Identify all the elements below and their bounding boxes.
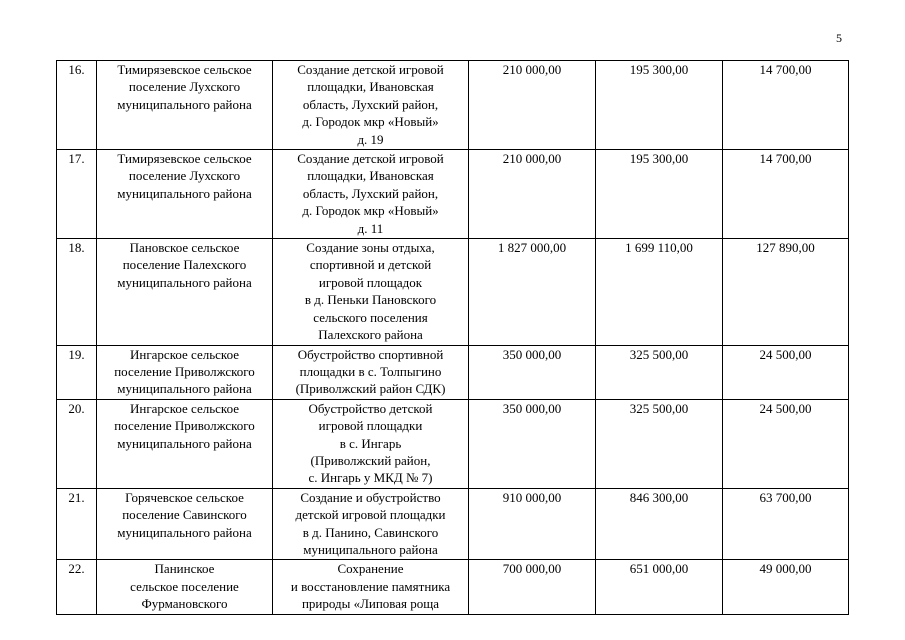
project-line: Обустройство детской — [308, 400, 433, 416]
recipient-line: муниципального района — [117, 524, 252, 540]
regional-amount-cell: 195 300,00 — [596, 150, 723, 239]
recipient-line: поселение Палехского — [122, 257, 247, 273]
row-number-cell: 18. — [57, 239, 97, 345]
recipient-line: поселение Лухского — [128, 79, 241, 95]
project-line: площадки, Ивановская — [307, 79, 434, 95]
table-row — [57, 61, 849, 150]
local-amount-cell: 63 700,00 — [723, 488, 849, 560]
recipient-cell — [97, 61, 273, 150]
recipient-line: муниципального района — [117, 274, 252, 290]
project-line: спортивной и детской — [309, 257, 432, 273]
total-amount-cell: 910 000,00 — [469, 488, 596, 560]
total-amount-cell: 350 000,00 — [469, 345, 596, 399]
page-number: 5 — [836, 31, 842, 45]
total-amount-cell: 210 000,00 — [469, 61, 596, 150]
regional-amount-cell: 195 300,00 — [596, 61, 723, 150]
total-amount-cell: 1 827 000,00 — [469, 239, 596, 345]
project-line: область, Лухский район, — [302, 96, 439, 112]
table-body — [57, 61, 849, 615]
table-row — [57, 345, 849, 399]
project-line: природы «Липовая роща — [301, 596, 440, 612]
row-number-cell: 17. — [57, 150, 97, 239]
total-amount-cell: 700 000,00 — [469, 560, 596, 614]
regional-amount-cell: 325 500,00 — [596, 399, 723, 488]
project-line: игровой площадки — [318, 418, 423, 434]
recipient-line: Ингарское сельское — [129, 346, 240, 362]
recipient-line: поселение Приволжского — [114, 363, 255, 379]
local-amount-cell: 127 890,00 — [723, 239, 849, 345]
project-line: (Приволжский район, — [310, 452, 431, 468]
recipient-cell — [97, 150, 273, 239]
row-number-cell: 22. — [57, 560, 97, 614]
recipient-line: сельское поселение — [130, 578, 239, 594]
project-line: Палехского района — [318, 327, 423, 343]
local-amount-cell: 24 500,00 — [723, 345, 849, 399]
project-line: в д. Панино, Савинского — [302, 524, 439, 540]
project-line: д. 19 — [357, 131, 384, 147]
project-cell — [273, 61, 469, 150]
regional-amount-cell: 1 699 110,00 — [596, 239, 723, 345]
row-number-cell: 21. — [57, 488, 97, 560]
project-line: (Приволжский район СДК) — [295, 381, 446, 397]
table-row — [57, 399, 849, 488]
recipient-cell — [97, 560, 273, 614]
total-amount-cell: 210 000,00 — [469, 150, 596, 239]
regional-amount-cell: 846 300,00 — [596, 488, 723, 560]
row-number-cell: 20. — [57, 399, 97, 488]
project-line: площадки, Ивановская — [307, 168, 434, 184]
project-line: муниципального района — [303, 541, 438, 557]
project-line: Создание детской игровой — [297, 151, 444, 167]
project-line: детской игровой площадки — [295, 507, 446, 523]
project-line: и восстановление памятника — [290, 578, 451, 594]
table-row — [57, 488, 849, 560]
recipient-line: муниципального района — [117, 435, 252, 451]
row-number-cell: 19. — [57, 345, 97, 399]
project-line: с. Ингарь у МКД № 7) — [308, 470, 433, 486]
project-line: д. 11 — [357, 220, 384, 236]
recipient-line: Фурмановского — [141, 596, 228, 612]
local-amount-cell: 14 700,00 — [723, 150, 849, 239]
recipient-line: поселение Приволжского — [114, 418, 255, 434]
local-amount-cell: 24 500,00 — [723, 399, 849, 488]
project-line: область, Лухский район, — [302, 185, 439, 201]
regional-amount-cell: 651 000,00 — [596, 560, 723, 614]
regional-amount-cell: 325 500,00 — [596, 345, 723, 399]
total-amount-cell: 350 000,00 — [469, 399, 596, 488]
project-cell — [273, 399, 469, 488]
local-amount-cell: 14 700,00 — [723, 61, 849, 150]
recipient-line: поселение Савинского — [122, 507, 247, 523]
table-row — [57, 560, 849, 614]
row-number-cell: 16. — [57, 61, 97, 150]
project-line: Создание зоны отдыха, — [306, 240, 435, 256]
project-line: в д. Пеньки Пановского — [304, 292, 437, 308]
project-line: Создание детской игровой — [297, 62, 444, 77]
project-line: в с. Ингарь — [339, 435, 402, 451]
project-cell — [273, 150, 469, 239]
local-amount-cell: 49 000,00 — [723, 560, 849, 614]
project-line: площадки в с. Толпыгино — [299, 363, 442, 379]
recipient-line: муниципального района — [117, 381, 252, 397]
recipient-cell — [97, 239, 273, 345]
recipient-line: муниципального района — [117, 96, 252, 112]
project-line: сельского поселения — [313, 309, 428, 325]
recipient-line: муниципального района — [117, 185, 252, 201]
table-row — [57, 150, 849, 239]
recipient-line: Панинское — [154, 561, 215, 577]
grant-table — [56, 60, 849, 615]
recipient-line: Пановское сельское — [129, 240, 240, 256]
project-line: д. Городок мкр «Новый» — [302, 203, 439, 219]
project-line: Создание и обустройство — [300, 489, 441, 505]
recipient-line: Тимирязевское сельское — [117, 151, 252, 167]
recipient-line: поселение Лухского — [128, 168, 241, 184]
project-line: игровой площадок — [318, 274, 423, 290]
project-cell — [273, 560, 469, 614]
recipient-line: Горячевское сельское — [125, 489, 244, 505]
recipient-cell — [97, 345, 273, 399]
project-line: д. Городок мкр «Новый» — [302, 114, 439, 130]
recipient-cell — [97, 488, 273, 560]
recipient-line: Ингарское сельское — [129, 400, 240, 416]
project-cell — [273, 488, 469, 560]
recipient-line: Тимирязевское сельское — [117, 62, 252, 77]
table-row — [57, 239, 849, 345]
project-line: Обустройство спортивной — [297, 346, 444, 362]
project-line: Сохранение — [337, 561, 404, 577]
project-cell — [273, 239, 469, 345]
recipient-cell — [97, 399, 273, 488]
project-cell — [273, 345, 469, 399]
